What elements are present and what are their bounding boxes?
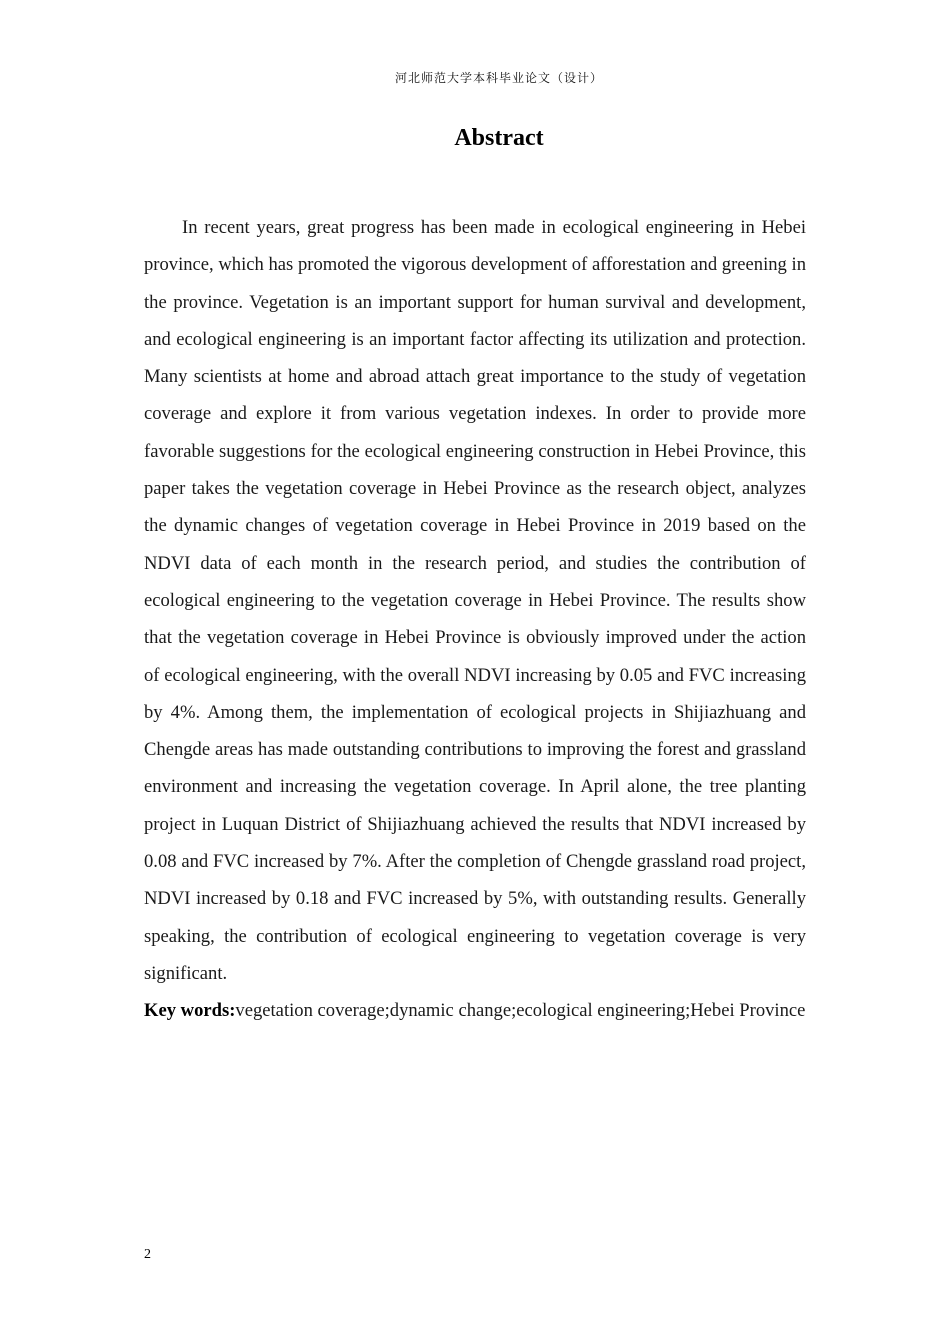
keywords-text: vegetation coverage;dynamic change;ecological engineering;Hebei Province <box>235 1000 806 1022</box>
keywords-label: Key words: <box>144 1000 236 1022</box>
abstract-content <box>144 209 806 1030</box>
abstract-title: Abstract <box>454 125 544 151</box>
page-number: 2 <box>144 1247 151 1262</box>
keywords-line <box>144 992 806 1029</box>
abstract-body: In recent years, great progress has been made in ecological engineering in Hebei province, which has promoted the vigorous development of afforestation and greening in the province. Vegetation is an important support for human survival and development, and ecological engineering is an important factor affecting its utilization and protection. Many scientists at home and abroad attach great importance to the study of vegetation coverage and explore it from various vegetation indexes. In order to provide more favorable suggestions for the ecological engineering construction in Hebei Province, this paper takes the vegetation coverage in Hebei Province as the research object, analyzes the dynamic changes of vegetation coverage in Hebei Province in 2019 based on the NDVI data of each month in the research period, and studies the contribution of ecological engineering to the vegetation coverage in Hebei Province. The results show that the vegetation coverage in Hebei Province is obviously improved under the action of ecological engineering, with the overall NDVI increasing by 0.05 and FVC increasing by 4%. Among them, the implementation of ecological projects in Shijiazhuang and Chengde areas has made outstanding contributions to improving the forest and grassland environment and increasing the vegetation coverage. In April alone, the tree planting project in Luquan District of Shijiazhuang achieved the results that NDVI increased by 0.08 and FVC increased by 7%. After the completion of Chengde grassland road project, NDVI increased by 0.18 and FVC increased by 5%, with outstanding results. Generally speaking, the contribution of ecological engineering to vegetation coverage is very significant. <box>144 217 806 984</box>
running-header: 河北师范大学本科毕业论文（设计） <box>394 71 603 85</box>
